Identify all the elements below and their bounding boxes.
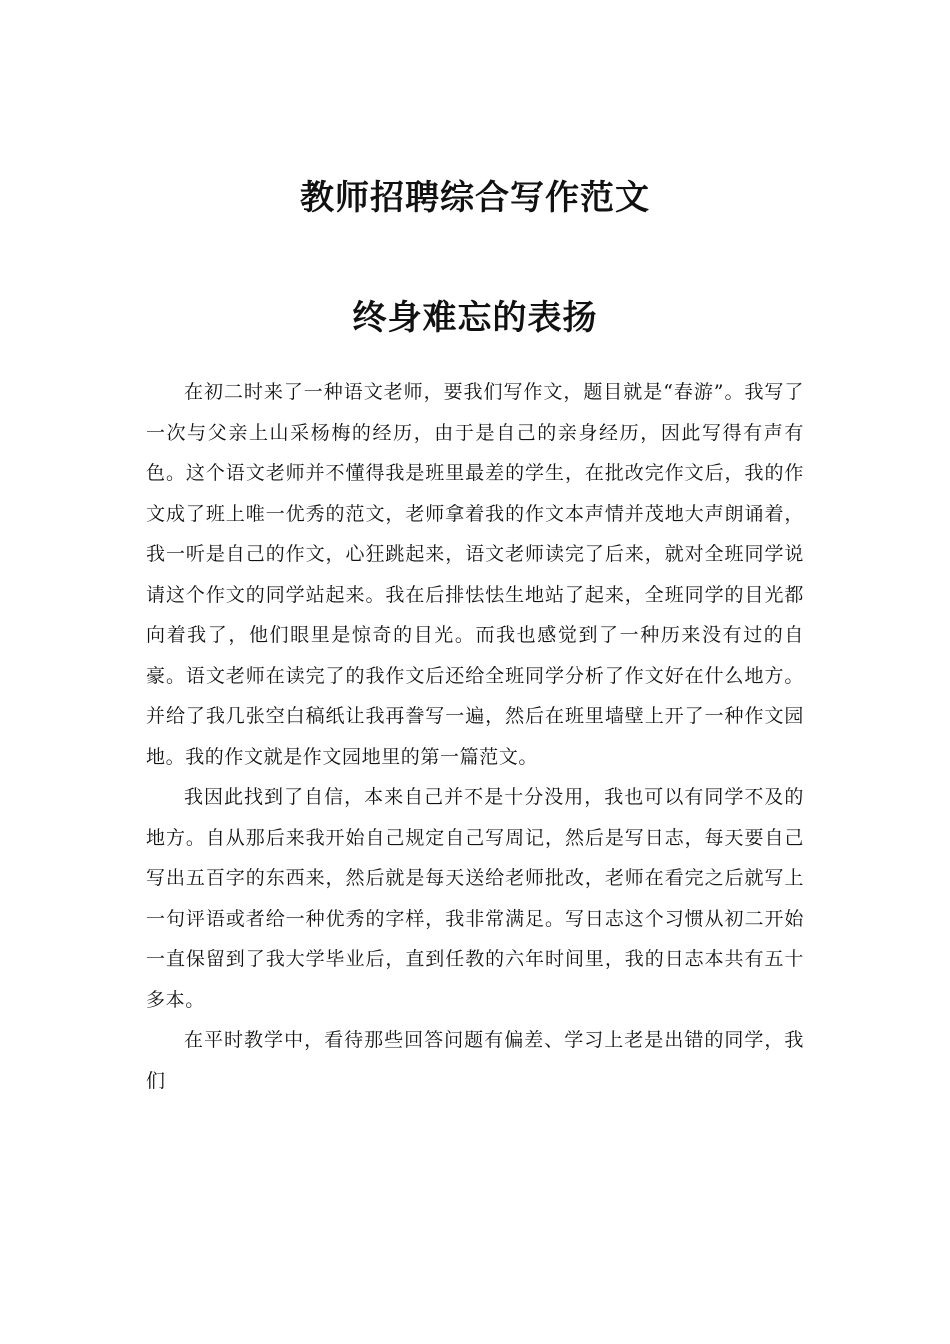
body-paragraph-2: 我因此找到了自信，本来自己并不是十分没用，我也可以有同学不及的地方。自从那后来我开始自己规定自己写周记，然后是写日志，每天要自己写出五百字的东西来，然后就是每天送给老师批改，老师在看完之后就写上一句评语或者给一种优秀的字样，我非常满足。写日志这个习惯从初二开始一直保留到了我大学毕业后，直到任教的六年时间里，我的日志本共有五十多本。	[146, 786, 804, 1011]
body-paragraph-3: 在平时教学中，看待那些回答问题有偏差、学习上老是出错的同学，我们	[146, 1029, 804, 1092]
document-title: 教师招聘综合写作范文	[300, 177, 650, 218]
document-subtitle: 终身难忘的表扬	[352, 298, 598, 339]
document-body	[146, 372, 804, 1101]
body-paragraph-1: 在初二时来了一种语文老师，要我们写作文，题目就是“春游”。我写了一次与父亲上山采杨梅的经历，由于是自己的亲身经历，因此写得有声有色。这个语文老师并不懂得我是班里最差的学生，在批改完作文后，我的作文成了班上唯一优秀的范文，老师拿着我的作文本声情并茂地大声朗诵着，我一听是自己的作文，心狂跳起来，语文老师读完了后来，就对全班同学说请这个作文的同学站起来。我在后排怯怯生地站了起来，全班同学的目光都向着我了，他们眼里是惊奇的目光。而我也感觉到了一种历来没有过的自豪。语文老师在读完了的我作文后还给全班同学分析了作文好在什么地方。并给了我几张空白稿纸让我再誊写一遍，然后在班里墙壁上开了一种作文园地。我的作文就是作文园地里的第一篇范文。	[146, 381, 804, 768]
